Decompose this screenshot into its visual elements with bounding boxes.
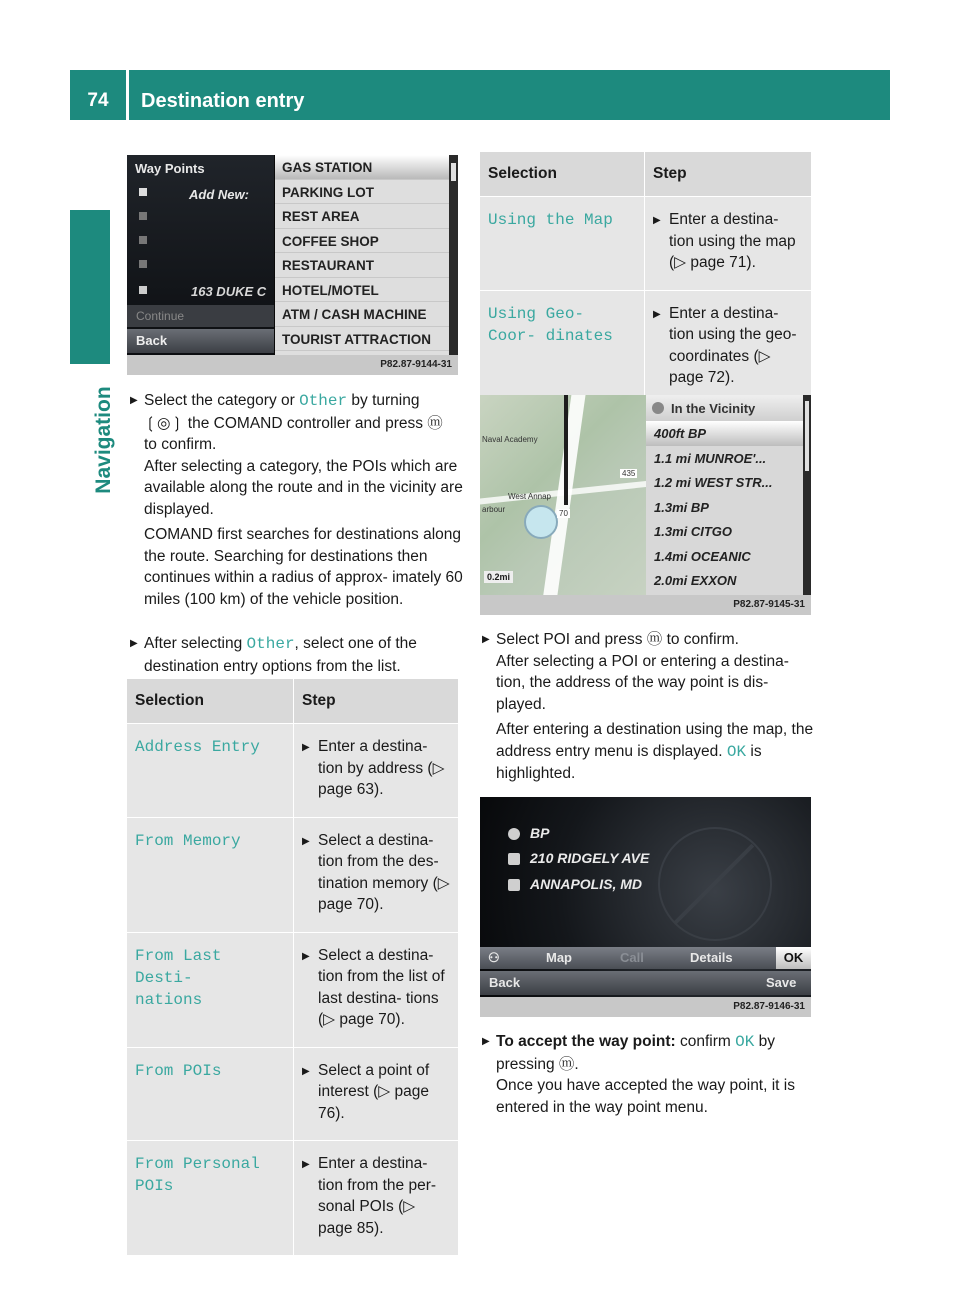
category-item[interactable]: HOTEL/MOTEL (275, 278, 449, 303)
table-header-selection: Selection (480, 152, 645, 197)
category-item[interactable]: COFFEE SHOP (275, 229, 449, 254)
poi-name: BP (530, 825, 550, 841)
image-code: P82.87-9145-31 (480, 595, 811, 615)
scrollbar[interactable] (449, 155, 458, 355)
way-points-screenshot (127, 155, 458, 375)
back-button[interactable]: Back (127, 329, 274, 353)
table-row (127, 932, 458, 1047)
map-label: arbour (482, 505, 506, 514)
search-explanation: COMAND first searches for destinations along the route. Searching for destinations then continues within a radius of approx- imately 60 miles (100 km) of the vehicle position. (144, 526, 463, 608)
flag-icon (139, 286, 147, 294)
map-explanation: After entering a destination using the map, the address entry menu is displayed. OK is highlighted. (496, 721, 814, 782)
save-button[interactable]: Save (766, 975, 797, 990)
selection-cell: Address Entry (135, 738, 260, 756)
step-cell: ▶ Select a point of interest (▷ page 76). (302, 1060, 450, 1125)
vicinity-screenshot (480, 395, 811, 615)
bottom-bar (480, 971, 811, 995)
globe-icon (652, 402, 664, 414)
add-new-label: Add New: (189, 187, 249, 202)
city-icon (508, 879, 520, 891)
category-item[interactable]: TOURIST ATTRACTION (275, 327, 449, 352)
map-options-table (480, 152, 811, 406)
category-item[interactable]: PARKING LOT (275, 180, 449, 205)
step-cell: ▶ Select a destina- tion from the list of last destina- tions (▷ page 70). (302, 945, 450, 1031)
table-row (127, 817, 458, 932)
table-header-step: Step (294, 679, 459, 724)
ok-button[interactable]: OK (776, 947, 811, 969)
step-cell: ▶ Enter a destina- tion using the map (▷ page 71). (653, 209, 803, 274)
instruction-select-category: ▶ Select the category or Other by turning ❲◎❳ the COMAND controller and press ⓜ to confirm. After selecting a category, the POIs which are available along the route and in the vicinity are displayed. COMAND first searches for destinations along the route. Searching for destinations then continues within a radius of approx- imately 60 miles (100 km) of the vehicle position. (144, 390, 464, 610)
selection-cell: From Last Desti- nations (135, 946, 222, 1009)
image-code: P82.87-9146-31 (480, 997, 811, 1017)
flag-icon (139, 212, 147, 220)
selection-cell: From Memory (135, 831, 241, 850)
table-header-step: Step (645, 152, 812, 197)
vicinity-list (646, 395, 803, 595)
ok-option: OK (735, 1033, 755, 1051)
category-item[interactable]: REST AREA (275, 204, 449, 229)
way-points-title: Way Points (135, 161, 205, 176)
map-label: 70 (559, 509, 568, 518)
route-line (564, 395, 568, 505)
table-row (127, 1141, 458, 1256)
table-row (127, 724, 458, 818)
page-number: 74 (87, 90, 109, 111)
table-header-selection: Selection (127, 679, 294, 724)
table-row (127, 1047, 458, 1141)
poi-item[interactable]: 1.3mi BP (654, 499, 709, 515)
selection-cell: Using Geo-Coor- dinates (488, 304, 613, 345)
step-cell: ▶ Enter a destina- tion using the geo- coordinates (▷ page 72). (653, 303, 803, 389)
poi-icon (508, 828, 520, 840)
map-label: 435 (622, 469, 636, 478)
street-address: 210 RIDGELY AVE (530, 850, 650, 866)
map-scale: 0.2mi (484, 571, 513, 583)
ok-option: OK (726, 742, 747, 761)
details-button[interactable]: Details (690, 950, 733, 965)
map-view[interactable] (480, 395, 646, 595)
step-cell: ▶ Enter a destina- tion from the per- sonal POIs (▷ page 85). (302, 1153, 450, 1239)
vehicle-position-icon (524, 505, 558, 539)
selection-cell: From POIs (135, 1061, 222, 1080)
other-option: Other (246, 635, 295, 653)
flag-icon (139, 236, 147, 244)
map-button[interactable]: Map (546, 950, 572, 965)
options-icon[interactable]: ⚇ (488, 950, 500, 965)
step-cell: ▶ Enter a destina- tion by address (▷ page 63). (302, 736, 450, 801)
category-item[interactable]: RESTAURANT (275, 253, 449, 278)
city: ANNAPOLIS, MD (530, 876, 642, 892)
call-button[interactable]: Call (620, 950, 644, 965)
map-label: West Annap (508, 492, 551, 501)
instruction-accept-way-point: ▶ To accept the way point: confirm OK by pressing ⓜ. Once you have accepted the way point, it is entered in the way point menu. (496, 1031, 816, 1118)
scrollbar[interactable] (803, 395, 811, 595)
map-label: Naval Academy (482, 435, 538, 444)
poi-item[interactable]: 400ft BP (646, 421, 803, 446)
way-points-panel (127, 155, 274, 355)
continue-button[interactable]: Continue (127, 305, 274, 327)
accept-explanation: Once you have accepted the way point, it is entered in the way point menu. (496, 1077, 795, 1116)
header-divider (126, 70, 129, 120)
image-code: P82.87-9144-31 (127, 355, 458, 375)
selection-cell: From Personal POIs (135, 1155, 260, 1195)
flag-icon (139, 188, 147, 196)
compass-graphic (658, 827, 772, 941)
destination-options-table (127, 679, 458, 1256)
poi-item[interactable]: 1.3mi CITGO (654, 524, 733, 539)
poi-item[interactable]: 1.2 mi WEST STR... (654, 475, 773, 490)
category-list (275, 155, 449, 355)
vicinity-title: In the Vicinity (646, 395, 803, 421)
page-title: Destination entry (141, 90, 305, 112)
table-row (480, 197, 811, 291)
category-item[interactable]: ATM / CASH MACHINE (275, 302, 449, 327)
instruction-select-option: ▶ After selecting Other, select one of the destination entry options from the list. (144, 633, 464, 677)
address-explanation: After selecting a POI or entering a destina- tion, the address of the way point is dis- played. (496, 652, 789, 713)
instruction-select-poi: ▶ Select POI and press ⓜ to confirm. After selecting a POI or entering a destina- tion, the address of the way point is dis- played. After entering a destination using the map, the address entry menu is displayed. OK is highlighted. (496, 629, 816, 785)
table-row (480, 290, 811, 405)
address-screenshot (480, 797, 811, 1017)
step-cell: ▶ Select a destina- tion from the des- tination memory (▷ page 70). (302, 830, 450, 916)
poi-item[interactable]: 2.0mi EXXON (654, 573, 737, 588)
flag-icon (139, 260, 147, 268)
selection-cell: Using the Map (488, 211, 613, 229)
category-explanation: After selecting a category, the POIs which are available along the route and in the vicinity are displayed. (144, 457, 463, 518)
way-point-address: 163 DUKE C (191, 284, 267, 299)
poi-item[interactable]: 1.4mi OCEANIC (654, 548, 751, 564)
back-button[interactable]: Back (489, 975, 521, 990)
other-option: Other (299, 392, 348, 410)
poi-item[interactable]: 1.1 mi MUNROE'... (654, 450, 767, 466)
category-item[interactable]: GAS STATION (275, 155, 449, 180)
action-bar (480, 947, 811, 969)
street-icon (508, 853, 520, 865)
